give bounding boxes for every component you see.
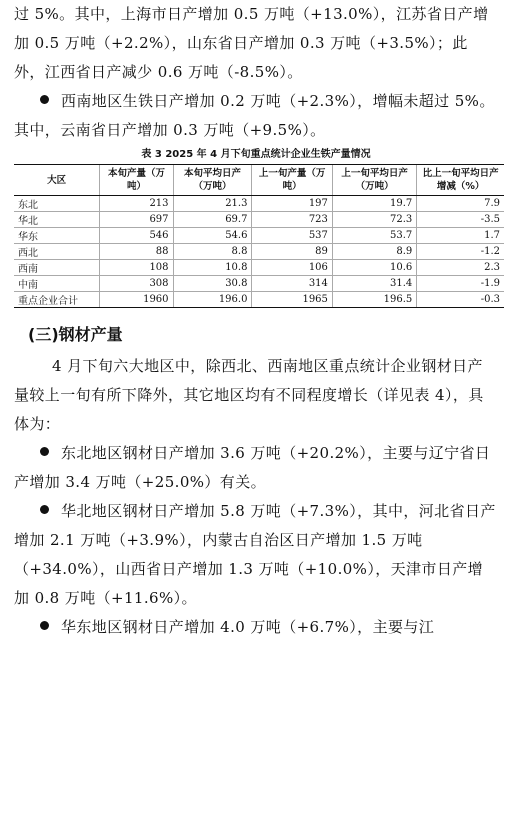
bullet-dot-icon <box>40 621 49 630</box>
bullet-southwest-text: 西南地区生铁日产增加 0.2 万吨（+2.3%），增幅未超过 5%。其中，云南省日产增加 0.3 万吨（+9.5%）。 <box>14 92 495 139</box>
cell-value: -1.9 <box>417 276 504 292</box>
header-change-pct: 比上一旬平均日产增减（%） <box>417 165 504 196</box>
table-row <box>14 196 504 212</box>
table-total-row <box>14 292 504 308</box>
cell-value: 196.5 <box>332 292 416 308</box>
cell-value: 10.8 <box>173 260 252 276</box>
header-prev-daily: 上一旬平均日产（万吨） <box>332 165 416 196</box>
bullet-northeast <box>14 439 498 497</box>
cell-value: -0.3 <box>417 292 504 308</box>
section-title-steel: (三)钢材产量 <box>28 325 123 344</box>
cell-value: 106 <box>252 260 332 276</box>
cell-value: 197 <box>252 196 332 212</box>
header-region: 大区 <box>14 165 100 196</box>
cell-value: 7.9 <box>417 196 504 212</box>
cell-value: 2.3 <box>417 260 504 276</box>
cell-value: -1.2 <box>417 244 504 260</box>
cell-region: 重点企业合计 <box>14 292 100 308</box>
table-row <box>14 260 504 276</box>
cell-value: 314 <box>252 276 332 292</box>
cell-value: 31.4 <box>332 276 416 292</box>
cell-region: 西北 <box>14 244 100 260</box>
cell-region: 东北 <box>14 196 100 212</box>
cell-value: 537 <box>252 228 332 244</box>
cell-value: 697 <box>100 212 173 228</box>
table-row <box>14 244 504 260</box>
bullet-north <box>14 497 498 613</box>
cell-value: 213 <box>100 196 173 212</box>
cell-value: 21.3 <box>173 196 252 212</box>
cell-value: 108 <box>100 260 173 276</box>
paragraph-steel-intro: 4 月下旬六大地区中，除西北、西南地区重点统计企业钢材日产量较上一旬有所下降外，其它地区均有不同程度增长（详见表 4），具体为： <box>14 357 484 433</box>
cell-value: 30.8 <box>173 276 252 292</box>
cell-value: 19.7 <box>332 196 416 212</box>
bullet-southwest <box>14 87 498 145</box>
cell-region: 华北 <box>14 212 100 228</box>
table-header-row <box>14 165 504 196</box>
bullet-east-text: 华东地区钢材日产增加 4.0 万吨（+6.7%），主要与江 <box>61 618 435 636</box>
cell-value: -3.5 <box>417 212 504 228</box>
cell-value: 69.7 <box>173 212 252 228</box>
cell-value: 308 <box>100 276 173 292</box>
header-prev-output: 上一旬产量（万吨） <box>252 165 332 196</box>
cell-value: 10.6 <box>332 260 416 276</box>
cell-value: 196.0 <box>173 292 252 308</box>
bullet-northeast-text: 东北地区钢材日产增加 3.6 万吨（+20.2%），主要与辽宁省日产增加 3.4 万吨（+25.0%）有关。 <box>14 444 491 491</box>
table-caption: 表 3 2025 年 4 月下旬重点统计企业生铁产量情况 <box>141 149 371 160</box>
table-row <box>14 228 504 244</box>
bullet-north-text: 华北地区钢材日产增加 5.8 万吨（+7.3%），其中，河北省日产增加 2.1 万吨（+3.9%），内蒙古自治区日产增加 1.5 万吨（+34.0%），山西省日产增加 1.3 万吨（+10.0%），天津市日产增加 0.8 万吨（+11.6%）。 <box>14 502 496 607</box>
bullet-east <box>14 613 498 642</box>
cell-value: 1.7 <box>417 228 504 244</box>
cell-value: 54.6 <box>173 228 252 244</box>
table-row <box>14 276 504 292</box>
cell-value: 1960 <box>100 292 173 308</box>
cell-value: 53.7 <box>332 228 416 244</box>
cell-region: 华东 <box>14 228 100 244</box>
cell-value: 1965 <box>252 292 332 308</box>
header-current-daily: 本旬平均日产（万吨） <box>173 165 252 196</box>
cell-value: 89 <box>252 244 332 260</box>
table-row <box>14 212 504 228</box>
bullet-dot-icon <box>40 95 49 104</box>
bullet-dot-icon <box>40 505 49 514</box>
pig-iron-table <box>14 164 504 308</box>
header-current-output: 本旬产量（万吨） <box>100 165 173 196</box>
cell-value: 72.3 <box>332 212 416 228</box>
bullet-dot-icon <box>40 447 49 456</box>
paragraph-east-region-tail: 过 5%。其中，上海市日产增加 0.5 万吨（+13.0%），江苏省日产增加 0.5 万吨（+2.2%），山东省日产增加 0.3 万吨（+3.5%）；此外，江西省日产减少 0.6 万吨（-8.5%）。 <box>14 5 489 81</box>
cell-value: 723 <box>252 212 332 228</box>
cell-value: 546 <box>100 228 173 244</box>
cell-value: 8.9 <box>332 244 416 260</box>
cell-region: 中南 <box>14 276 100 292</box>
cell-region: 西南 <box>14 260 100 276</box>
cell-value: 8.8 <box>173 244 252 260</box>
cell-value: 88 <box>100 244 173 260</box>
